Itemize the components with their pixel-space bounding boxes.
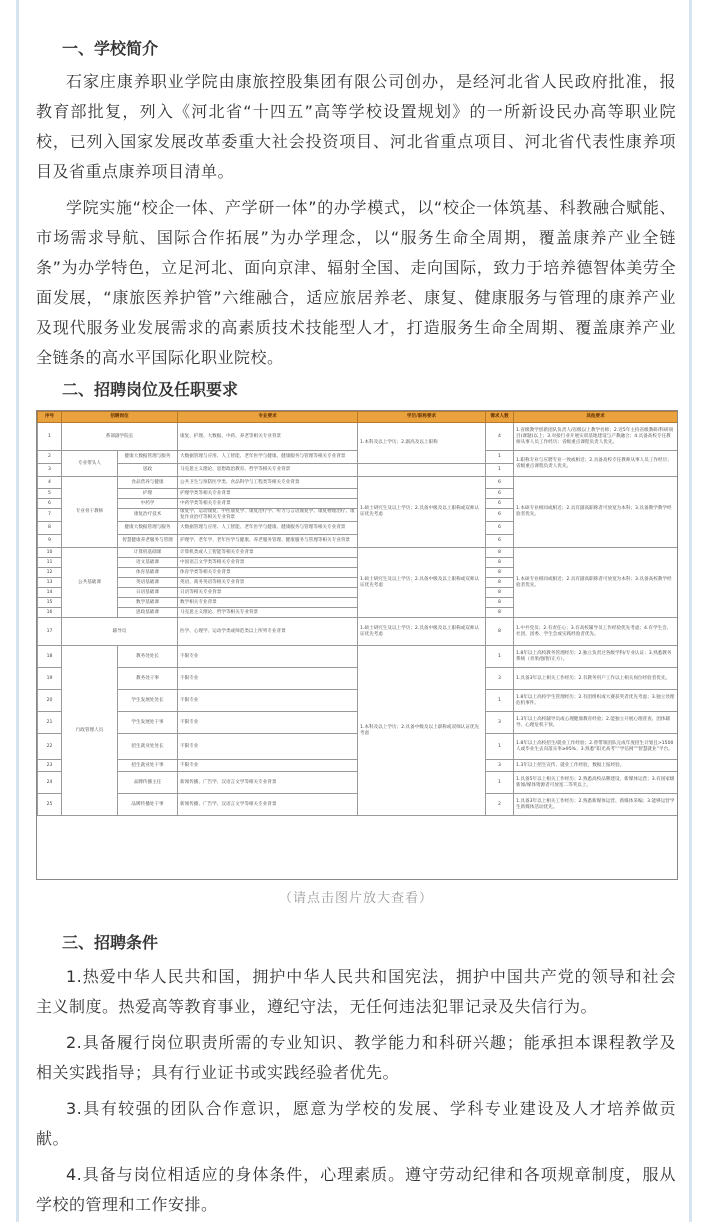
cell-major: 康复、护理、大数据、中药、养老等相关专业背景 bbox=[178, 423, 358, 451]
cell-no: 9 bbox=[38, 535, 62, 548]
table-row bbox=[38, 477, 678, 489]
cell-num: 4 bbox=[486, 423, 514, 451]
cell-other: 1.本硕专业相同或相近；2.具有副高职称者可放宽为本科；3.具备教学教学经验者优先。 bbox=[514, 477, 678, 548]
table-row bbox=[38, 618, 678, 646]
cell-no: 11 bbox=[38, 558, 62, 568]
cell-no: 2 bbox=[38, 451, 62, 464]
paragraph-intro-1: 石家庄康养职业学院由康旅控股集团有限公司创办，是经河北省人民政府批准，报教育部批复，列入《河北省“十四五”高等学校设置规划》的一所新设民办高等职业院校，已列入国家发展改革委重大社会投资项目、河北省重点项目、河北省代表性康养项目及省重点康养项目清单。 bbox=[36, 72, 676, 181]
cell-no: 16 bbox=[38, 608, 62, 618]
cell-major: 不限专业 bbox=[178, 690, 358, 712]
cell-other: 1.中共党员；2.有责任心；3.有高校辅导员工作经验优先考虑；4.有学生会、社团、团委、学生会或实践经验者优先。 bbox=[514, 618, 678, 646]
table-body bbox=[38, 423, 678, 816]
cell-major: 护理学类等相关专业背景 bbox=[178, 489, 358, 499]
cell-major: 医学、心理学、运动学类或师范类以上所列专业背景 bbox=[178, 618, 358, 646]
cell-num: 1 bbox=[486, 464, 514, 477]
cell-other: 1.3年以上高校辅导员或心理健康教育经验；2.能独立开展心理普查、团体辅导、心理危机干预。 bbox=[514, 712, 678, 734]
cell-no: 18 bbox=[38, 646, 62, 668]
table-header-row bbox=[38, 412, 678, 423]
cell-other: 1.具备3年以上相关工作经历；2.熟悉新媒体运营、新媒体采编；3.能够运营学生新媒体活动优先。 bbox=[514, 794, 678, 816]
cell-post: 辅导员 bbox=[62, 618, 178, 646]
cell-major: 不限专业 bbox=[178, 668, 358, 690]
cell-edu: 1.硕士研究生及以上学历；2.具备中级及以上职称或双师认证优先考虑 bbox=[358, 618, 486, 646]
cell-post: 思政基础课 bbox=[118, 608, 178, 618]
cell-post: 教务处干事 bbox=[118, 668, 178, 690]
cell-no: 25 bbox=[38, 794, 62, 816]
table-row bbox=[38, 712, 678, 734]
cell-num: 6 bbox=[486, 477, 514, 489]
condition-item-3: 3.具有较强的团队合作意识，愿意为学校的发展、学科专业建设及人才培养做贡献。 bbox=[36, 1099, 676, 1148]
cell-no: 1 bbox=[38, 423, 62, 451]
header-major: 专业要求 bbox=[178, 412, 358, 423]
header-no: 序号 bbox=[38, 412, 62, 423]
condition-item-1: 1.热爱中华人民共和国，拥护中华人民共和国宪法，拥护中国共产党的领导和社会主义制度。热爱高等教育事业，遵纪守法，无任何违法犯罪记录及失信行为。 bbox=[36, 967, 676, 1016]
cell-major: 中国语言文学类等相关专业背景 bbox=[178, 558, 358, 568]
cell-post: 健康大数据管理与服务 bbox=[118, 522, 178, 535]
cell-major: 新闻传播、广告学、汉语言文学等相关专业背景 bbox=[178, 772, 358, 794]
cell-num: 2 bbox=[486, 794, 514, 816]
cell-num: 1 bbox=[486, 690, 514, 712]
cell-num: 1 bbox=[486, 772, 514, 794]
cell-no: 24 bbox=[38, 772, 62, 794]
cell-no: 21 bbox=[38, 712, 62, 734]
table-row bbox=[38, 646, 678, 668]
cell-edu bbox=[358, 464, 486, 477]
cell-num: 6 bbox=[486, 489, 514, 499]
cell-no: 6 bbox=[38, 499, 62, 509]
cell-major: 不限专业 bbox=[178, 734, 358, 760]
cell-no: 5 bbox=[38, 489, 62, 499]
cell-major: 不限专业 bbox=[178, 760, 358, 772]
cell-post: 品牌传播主任 bbox=[118, 772, 178, 794]
cell-num: 8 bbox=[486, 558, 514, 568]
cell-post: 智慧健康养老服务与管理 bbox=[118, 535, 178, 548]
table-row bbox=[38, 760, 678, 772]
cell-num: 1 bbox=[486, 734, 514, 760]
cell-no: 14 bbox=[38, 588, 62, 598]
cell-num: 1 bbox=[486, 451, 514, 464]
cell-edu: 1.本科及以上学历；2.具备中级及以上职称或双师认证优先考虑 bbox=[358, 646, 486, 816]
table-row bbox=[38, 668, 678, 690]
cell-major: 护理学、老年学、老年医学与健康、养老服务管理、健康服务与管理等相关专业背景 bbox=[178, 535, 358, 548]
cell-num: 8 bbox=[486, 598, 514, 608]
cell-post: 招生就业处干事 bbox=[118, 760, 178, 772]
cell-major: 马克思主义理论、思想政治教育、哲学等相关专业背景 bbox=[178, 464, 358, 477]
cell-group: 公共基础课 bbox=[62, 548, 118, 618]
cell-num: 3 bbox=[486, 712, 514, 734]
cell-major: 不限专业 bbox=[178, 712, 358, 734]
cell-num: 1 bbox=[486, 646, 514, 668]
header-post: 招聘岗位 bbox=[62, 412, 178, 423]
cell-other: 1.8年以上高校招生/就业工作经验；2.曾带领团队完成年度招生计划且>1500人或毕业生去向落实率≥95%；3.熟悉“阳光高考”“学信网”“智慧就业”平台。 bbox=[514, 734, 678, 760]
cell-other: 1.8年以上高校学生管理经历；2.有团组织或大赛获奖者优先考虑；3.独立处理危机事件。 bbox=[514, 690, 678, 712]
cell-num: 8 bbox=[486, 548, 514, 558]
image-caption: （请点击图片放大查看） bbox=[278, 891, 433, 906]
cell-edu: 1.本科及以上学历；2.副高及以上职称 bbox=[358, 423, 486, 464]
cell-post: 食品营养与健康 bbox=[118, 477, 178, 489]
cell-num: 8 bbox=[486, 578, 514, 588]
cell-num: 8 bbox=[486, 588, 514, 598]
cell-no: 13 bbox=[38, 578, 62, 588]
cell-other: 1.具备5年以上相关工作经历；2.熟悉高校品牌建设、新媒体运营；3.有国家级新闻/媒体资源者可放宽二等奖以上。 bbox=[514, 772, 678, 794]
header-other: 其他要求 bbox=[514, 412, 678, 423]
cell-edu: 1.硕士研究生及以上学历；2.具备中级及以上职称或双师认证优先考虑 bbox=[358, 548, 486, 618]
table-row bbox=[38, 423, 678, 451]
cell-major: 公共卫生与预防医学类、食品科学与工程类等相关专业背景 bbox=[178, 477, 358, 489]
cell-major: 大数据管理与应用、人工智能、老年医学与健康、健康服务与管理等相关专业背景 bbox=[178, 451, 358, 464]
cell-other: 1.3年以上招生宣传、就业工作经验，数据上报经验。 bbox=[514, 760, 678, 772]
cell-major: 马克思主义理论、哲学等相关专业背景 bbox=[178, 608, 358, 618]
cell-post: 护理 bbox=[118, 489, 178, 499]
cell-group: 专业带头人 bbox=[62, 451, 118, 477]
recruitment-table-image[interactable] bbox=[36, 410, 678, 880]
cell-major: 计算机类或人工智能等相关专业背景 bbox=[178, 548, 358, 558]
table-row bbox=[38, 451, 678, 464]
section-heading-positions: 二、招聘岗位及任职要求 bbox=[62, 380, 239, 399]
cell-post: 招生就业处处长 bbox=[118, 734, 178, 760]
cell-major: 不限专业 bbox=[178, 646, 358, 668]
cell-other: 1.8年以上高校教务管理经历；2.独立负责过各级学科/专业认证；3.熟悉教务系统（青果/强智/正方）。 bbox=[514, 646, 678, 668]
cell-major: 日语等相关专业背景 bbox=[178, 588, 358, 598]
cell-no: 10 bbox=[38, 548, 62, 558]
table-row bbox=[38, 690, 678, 712]
cell-other: 1.本硕专业相同或相近；2.具有副高职称者可放宽为本科；3.具备高校教学经验者优先。 bbox=[514, 548, 678, 618]
cell-num: 3 bbox=[486, 760, 514, 772]
cell-num: 8 bbox=[486, 618, 514, 646]
cell-post: 系部副学院长 bbox=[62, 423, 178, 451]
cell-other: 1.职称专业与应聘专业一致或相近；2.具备高校专任教师从事人员工作经历；省级重点课程负责人优先。 bbox=[514, 451, 678, 477]
cell-num: 8 bbox=[486, 608, 514, 618]
cell-num: 6 bbox=[486, 499, 514, 509]
cell-post: 康复治疗技术 bbox=[118, 509, 178, 522]
cell-major: 新闻传播、广告学、汉语言文学等相关专业背景 bbox=[178, 794, 358, 816]
condition-item-4: 4.具备与岗位相适应的身体条件，心理素质。遵守劳动纪律和各项规章制度，服从学校的管理和工作安排。 bbox=[36, 1165, 676, 1214]
cell-num: 8 bbox=[486, 568, 514, 578]
recruitment-table bbox=[37, 411, 678, 816]
cell-major: 康复学、运动康复、中医康复学、康复治疗学、听力与言语康复学、康复物理治疗、康复作业治疗等相关专业背景 bbox=[178, 509, 358, 522]
cell-num: 6 bbox=[486, 535, 514, 548]
cell-post: 数学基础课 bbox=[118, 598, 178, 608]
cell-post: 日语基础课 bbox=[118, 588, 178, 598]
cell-no: 7 bbox=[38, 509, 62, 522]
cell-major: 中药学类等相关专业背景 bbox=[178, 499, 358, 509]
cell-other: 1.省级教学创新团队负责人/省级以上教学名师；2.近5年主持省级教研/科研项目(课题)以上；3.对接行业开展实训基地建设与产教融合；4.具备高校专任教师从事人员工作经历；省级重点课程负责人优先。 bbox=[514, 423, 678, 451]
cell-post: 教务处处长 bbox=[118, 646, 178, 668]
cell-no: 20 bbox=[38, 690, 62, 712]
cell-other: 1.具备3年以上相关工作经历；2.有教务用户工作以上相关岗位经验者优先。 bbox=[514, 668, 678, 690]
section-heading-conditions: 三、招聘条件 bbox=[62, 933, 159, 952]
table-row bbox=[38, 548, 678, 558]
cell-major: 体育学类等相关专业背景 bbox=[178, 568, 358, 578]
cell-no: 3 bbox=[38, 464, 62, 477]
cell-major: 大数据管理与应用、人工智能、老年医学与健康、健康服务与管理等相关专业背景 bbox=[178, 522, 358, 535]
cell-no: 15 bbox=[38, 598, 62, 608]
cell-num: 6 bbox=[486, 522, 514, 535]
cell-num: 3 bbox=[486, 668, 514, 690]
cell-major: 数学相关专业背景 bbox=[178, 598, 358, 608]
table-row bbox=[38, 794, 678, 816]
header-edu: 学历/职称要求 bbox=[358, 412, 486, 423]
left-frame-border bbox=[16, 0, 19, 1222]
cell-post: 健康大数据管理与服务 bbox=[118, 451, 178, 464]
cell-no: 19 bbox=[38, 668, 62, 690]
header-num: 需求人数 bbox=[486, 412, 514, 423]
cell-no: 17 bbox=[38, 618, 62, 646]
cell-num: 6 bbox=[486, 509, 514, 522]
cell-no: 23 bbox=[38, 760, 62, 772]
cell-post: 体育基础课 bbox=[118, 568, 178, 578]
cell-no: 22 bbox=[38, 734, 62, 760]
cell-major: 英语、商务英语等相关专业背景 bbox=[178, 578, 358, 588]
cell-group: 行政管理人员 bbox=[62, 646, 118, 816]
cell-post: 学生发展处干事 bbox=[118, 712, 178, 734]
right-frame-border bbox=[689, 0, 692, 1222]
cell-post: 思政 bbox=[118, 464, 178, 477]
table-row bbox=[38, 734, 678, 760]
cell-post: 学生发展处处长 bbox=[118, 690, 178, 712]
cell-post: 计算机基础课 bbox=[118, 548, 178, 558]
cell-post: 语文基础课 bbox=[118, 558, 178, 568]
paragraph-intro-2: 学院实施“校企一体、产学研一体”的办学模式，以“校企一体筑基、科教融合赋能、市场需求导航、国际合作拓展”为办学理念，以“服务生命全周期，覆盖康养产业全链条”为办学特色，立足河北、面向京津、辐射全国、走向国际，致力于培养德智体美劳全面发展，“康旅医养护管”六维融合，适应旅居养老、康复、健康服务与管理的康养产业及现代服务业发展需求的高素质技术技能型人才，打造服务生命全周期、覆盖康养产业全链条的高水平国际化职业院校。 bbox=[36, 198, 676, 367]
cell-post: 英语基础课 bbox=[118, 578, 178, 588]
condition-item-2: 2.具备履行岗位职责所需的专业知识、教学能力和科研兴趣；能承担本课程教学及相关实践指导；具有行业证书或实践经验者优先。 bbox=[36, 1033, 676, 1082]
cell-no: 8 bbox=[38, 522, 62, 535]
cell-post: 品牌传播处干事 bbox=[118, 794, 178, 816]
section-heading-school-intro: 一、学校简介 bbox=[62, 39, 159, 58]
cell-group: 专业骨干教师 bbox=[62, 477, 118, 548]
cell-post: 中药学 bbox=[118, 499, 178, 509]
cell-no: 12 bbox=[38, 568, 62, 578]
table-row bbox=[38, 772, 678, 794]
cell-no: 4 bbox=[38, 477, 62, 489]
cell-edu: 1.硕士研究生及以上学历；2.具备中级及以上职称或双师认证优先考虑 bbox=[358, 477, 486, 548]
